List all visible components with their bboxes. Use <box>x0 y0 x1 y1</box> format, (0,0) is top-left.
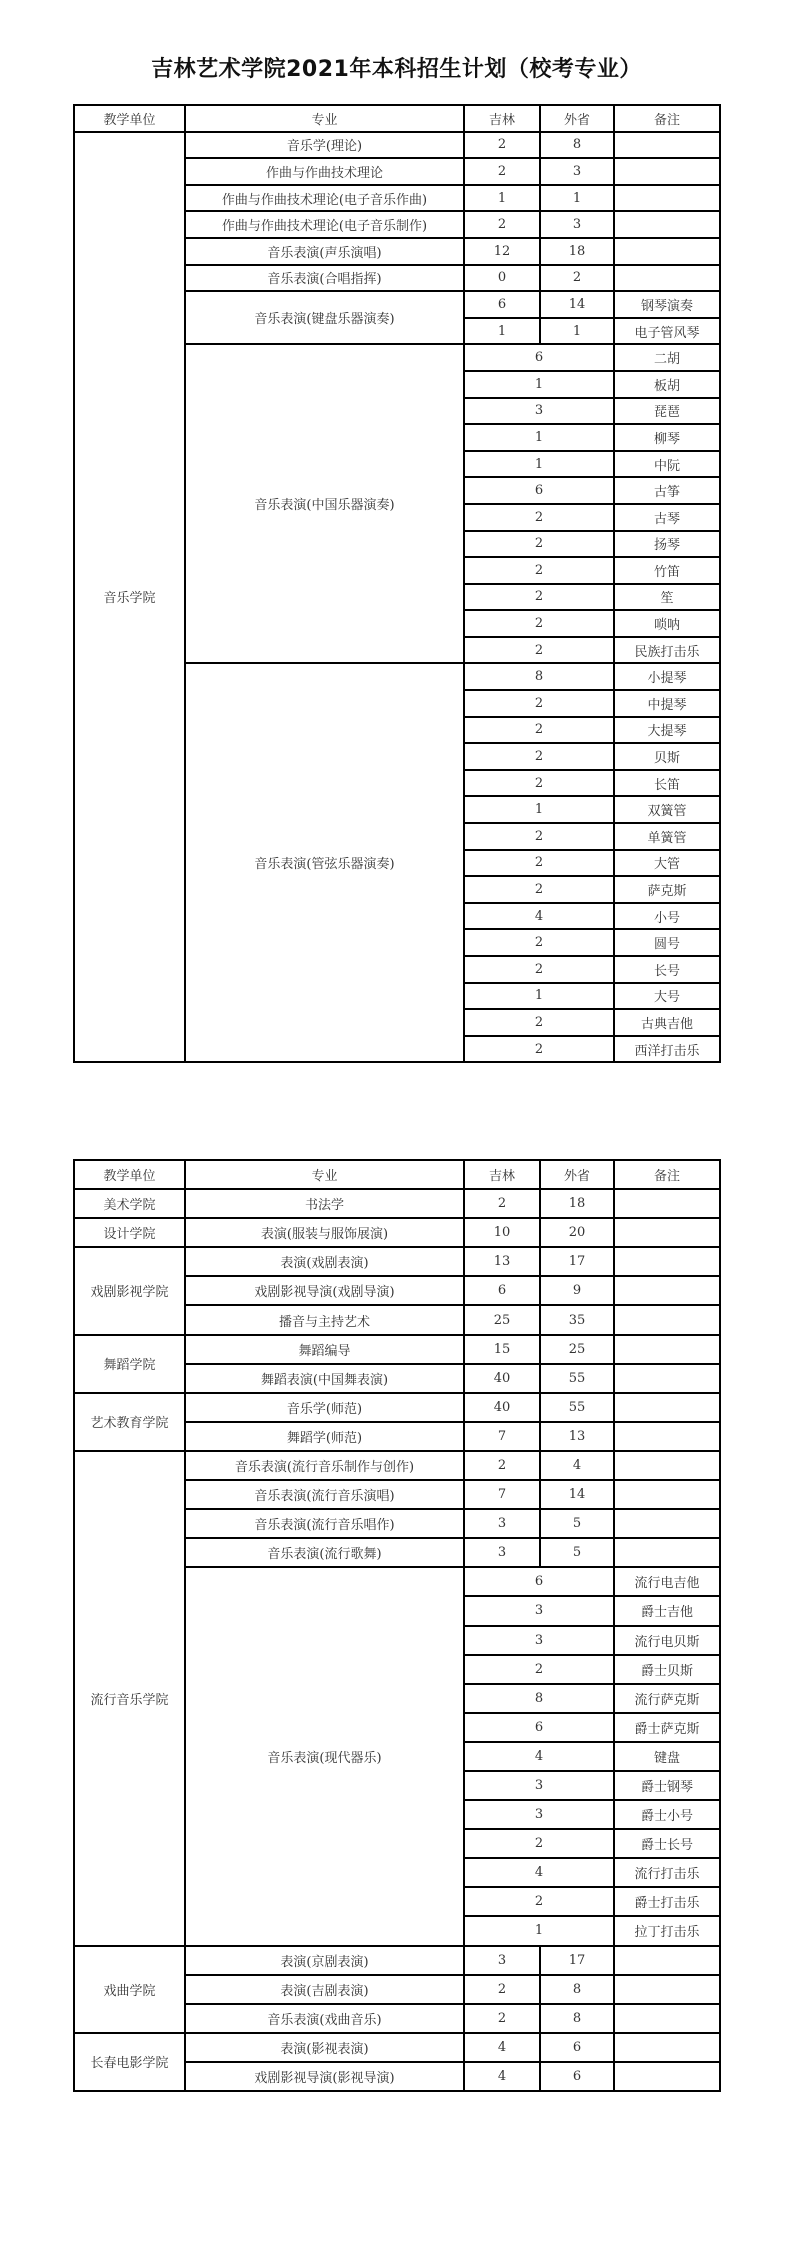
major-cell: 舞蹈学(师范) <box>185 1422 464 1451</box>
note-cell: 琵琶 <box>614 398 720 425</box>
header-other-province: 外省 <box>540 105 614 132</box>
table-row <box>74 1393 720 1422</box>
unit-cell: 长春电影学院 <box>74 2033 185 2091</box>
note-cell: 竹笛 <box>614 557 720 584</box>
other-cell: 1 <box>540 185 614 212</box>
note-cell <box>614 1189 720 1218</box>
major-cell: 表演(吉剧表演) <box>185 1975 464 2004</box>
jilin-cell: 3 <box>464 1946 540 1975</box>
unit-cell: 美术学院 <box>74 1189 185 1218</box>
other-cell: 18 <box>540 238 614 265</box>
table-row <box>74 1946 720 1975</box>
note-cell: 钢琴演奏 <box>614 291 720 318</box>
jilin-cell: 3 <box>464 1538 540 1567</box>
total-cell: 2 <box>464 557 614 584</box>
other-cell: 18 <box>540 1189 614 1218</box>
note-cell: 大管 <box>614 850 720 877</box>
total-cell: 2 <box>464 610 614 637</box>
total-cell: 2 <box>464 876 614 903</box>
table-row <box>74 2033 720 2062</box>
major-cell: 作曲与作曲技术理论 <box>185 158 464 185</box>
major-cell: 表演(服装与服饰展演) <box>185 1218 464 1247</box>
note-cell: 单簧管 <box>614 823 720 850</box>
note-cell <box>614 132 720 159</box>
note-cell: 长笛 <box>614 770 720 797</box>
note-cell <box>614 1335 720 1364</box>
jilin-cell: 3 <box>464 1509 540 1538</box>
note-cell: 贝斯 <box>614 743 720 770</box>
other-cell: 1 <box>540 318 614 345</box>
other-cell: 3 <box>540 158 614 185</box>
note-cell <box>614 1218 720 1247</box>
header-note: 备注 <box>614 105 720 132</box>
unit-cell: 舞蹈学院 <box>74 1335 185 1393</box>
other-cell: 55 <box>540 1393 614 1422</box>
note-cell: 爵士打击乐 <box>614 1887 720 1916</box>
note-cell: 爵士萨克斯 <box>614 1713 720 1742</box>
jilin-cell: 2 <box>464 2004 540 2033</box>
header-major: 专业 <box>185 105 464 132</box>
total-cell: 1 <box>464 451 614 478</box>
header-row <box>74 1160 720 1189</box>
note-cell <box>614 158 720 185</box>
total-cell: 3 <box>464 1800 614 1829</box>
note-cell <box>614 2004 720 2033</box>
major-cell: 音乐表演(流行音乐制作与创作) <box>185 1451 464 1480</box>
total-cell: 1 <box>464 424 614 451</box>
total-cell: 1 <box>464 796 614 823</box>
note-cell: 大号 <box>614 983 720 1010</box>
table-row <box>74 1335 720 1364</box>
total-cell: 6 <box>464 1567 614 1596</box>
major-cell: 音乐学(理论) <box>185 132 464 159</box>
jilin-cell: 4 <box>464 2033 540 2062</box>
other-cell: 25 <box>540 1335 614 1364</box>
table-row <box>74 1218 720 1247</box>
note-cell: 流行电吉他 <box>614 1567 720 1596</box>
note-cell: 电子管风琴 <box>614 318 720 345</box>
total-cell: 2 <box>464 1009 614 1036</box>
jilin-cell: 12 <box>464 238 540 265</box>
jilin-cell: 25 <box>464 1305 540 1334</box>
total-cell: 2 <box>464 690 614 717</box>
major-cell: 书法学 <box>185 1189 464 1218</box>
jilin-cell: 15 <box>464 1335 540 1364</box>
major-cell: 音乐表演(管弦乐器演奏) <box>185 663 464 1062</box>
note-cell: 二胡 <box>614 344 720 371</box>
note-cell <box>614 1509 720 1538</box>
other-cell: 17 <box>540 1946 614 1975</box>
jilin-cell: 7 <box>464 1422 540 1451</box>
note-cell: 古典吉他 <box>614 1009 720 1036</box>
total-cell: 1 <box>464 371 614 398</box>
total-cell: 2 <box>464 504 614 531</box>
other-cell: 17 <box>540 1247 614 1276</box>
jilin-cell: 40 <box>464 1393 540 1422</box>
other-cell: 4 <box>540 1451 614 1480</box>
document-title: 吉林艺术学院2021年本科招生计划（校考专业） <box>151 57 642 82</box>
other-cell: 8 <box>540 2004 614 2033</box>
total-cell: 6 <box>464 344 614 371</box>
note-cell: 流行萨克斯 <box>614 1684 720 1713</box>
header-jilin: 吉林 <box>464 105 540 132</box>
jilin-cell: 2 <box>464 211 540 238</box>
table-row <box>74 132 720 159</box>
header-jilin: 吉林 <box>464 1160 540 1189</box>
note-cell: 键盘 <box>614 1742 720 1771</box>
unit-cell: 戏曲学院 <box>74 1946 185 2033</box>
total-cell: 2 <box>464 929 614 956</box>
note-cell: 中提琴 <box>614 690 720 717</box>
note-cell: 小提琴 <box>614 663 720 690</box>
total-cell: 2 <box>464 770 614 797</box>
other-cell: 6 <box>540 2033 614 2062</box>
header-unit: 教学单位 <box>74 105 185 132</box>
major-cell: 音乐表演(合唱指挥) <box>185 265 464 292</box>
jilin-cell: 7 <box>464 1480 540 1509</box>
jilin-cell: 2 <box>464 1189 540 1218</box>
note-cell <box>614 265 720 292</box>
total-cell: 8 <box>464 663 614 690</box>
other-cell: 13 <box>540 1422 614 1451</box>
total-cell: 2 <box>464 717 614 744</box>
note-cell: 流行打击乐 <box>614 1858 720 1887</box>
total-cell: 3 <box>464 398 614 425</box>
jilin-cell: 2 <box>464 132 540 159</box>
other-cell: 35 <box>540 1305 614 1334</box>
major-cell: 舞蹈表演(中国舞表演) <box>185 1364 464 1393</box>
unit-cell: 设计学院 <box>74 1218 185 1247</box>
note-cell: 拉丁打击乐 <box>614 1916 720 1945</box>
major-cell: 音乐表演(流行音乐演唱) <box>185 1480 464 1509</box>
other-cell: 5 <box>540 1538 614 1567</box>
total-cell: 3 <box>464 1771 614 1800</box>
other-cell: 55 <box>540 1364 614 1393</box>
other-cell: 20 <box>540 1218 614 1247</box>
total-cell: 4 <box>464 903 614 930</box>
note-cell: 爵士小号 <box>614 1800 720 1829</box>
other-cell: 14 <box>540 291 614 318</box>
major-cell: 作曲与作曲技术理论(电子音乐作曲) <box>185 185 464 212</box>
note-cell <box>614 2062 720 2091</box>
note-cell: 西洋打击乐 <box>614 1036 720 1063</box>
note-cell <box>614 1247 720 1276</box>
note-cell: 柳琴 <box>614 424 720 451</box>
other-cell: 6 <box>540 2062 614 2091</box>
note-cell: 板胡 <box>614 371 720 398</box>
other-cell: 14 <box>540 1480 614 1509</box>
note-cell: 萨克斯 <box>614 876 720 903</box>
note-cell <box>614 1276 720 1305</box>
note-cell: 双簧管 <box>614 796 720 823</box>
note-cell: 古筝 <box>614 477 720 504</box>
note-cell: 爵士贝斯 <box>614 1655 720 1684</box>
note-cell <box>614 1305 720 1334</box>
total-cell: 6 <box>464 477 614 504</box>
note-cell <box>614 185 720 212</box>
other-cell: 5 <box>540 1509 614 1538</box>
note-cell: 中阮 <box>614 451 720 478</box>
total-cell: 3 <box>464 1596 614 1625</box>
enrollment-table-other-colleges <box>73 1159 721 2092</box>
major-cell: 音乐表演(中国乐器演奏) <box>185 344 464 663</box>
major-cell: 音乐学(师范) <box>185 1393 464 1422</box>
other-cell: 8 <box>540 132 614 159</box>
total-cell: 2 <box>464 1655 614 1684</box>
table-row <box>74 1189 720 1218</box>
total-cell: 2 <box>464 743 614 770</box>
note-cell <box>614 1393 720 1422</box>
note-cell <box>614 1975 720 2004</box>
total-cell: 2 <box>464 531 614 558</box>
note-cell <box>614 1946 720 1975</box>
note-cell: 小号 <box>614 903 720 930</box>
jilin-cell: 2 <box>464 1975 540 2004</box>
note-cell: 大提琴 <box>614 717 720 744</box>
major-cell: 戏剧影视导演(戏剧导演) <box>185 1276 464 1305</box>
total-cell: 3 <box>464 1626 614 1655</box>
other-cell: 8 <box>540 1975 614 2004</box>
total-cell: 6 <box>464 1713 614 1742</box>
total-cell: 4 <box>464 1742 614 1771</box>
total-cell: 2 <box>464 850 614 877</box>
major-cell: 表演(影视表演) <box>185 2033 464 2062</box>
jilin-cell: 6 <box>464 291 540 318</box>
jilin-cell: 40 <box>464 1364 540 1393</box>
total-cell: 1 <box>464 1916 614 1945</box>
note-cell: 爵士长号 <box>614 1829 720 1858</box>
enrollment-table-music <box>73 104 721 1063</box>
major-cell: 音乐表演(声乐演唱) <box>185 238 464 265</box>
note-cell <box>614 1451 720 1480</box>
note-cell: 流行电贝斯 <box>614 1626 720 1655</box>
unit-cell: 流行音乐学院 <box>74 1451 185 1946</box>
major-cell: 音乐表演(键盘乐器演奏) <box>185 291 464 344</box>
header-note: 备注 <box>614 1160 720 1189</box>
unit-cell: 音乐学院 <box>74 132 185 1063</box>
table-row <box>74 1451 720 1480</box>
major-cell: 表演(戏剧表演) <box>185 1247 464 1276</box>
total-cell: 8 <box>464 1684 614 1713</box>
jilin-cell: 6 <box>464 1276 540 1305</box>
total-cell: 2 <box>464 1829 614 1858</box>
jilin-cell: 4 <box>464 2062 540 2091</box>
total-cell: 4 <box>464 1858 614 1887</box>
major-cell: 音乐表演(戏曲音乐) <box>185 2004 464 2033</box>
major-cell: 戏剧影视导演(影视导演) <box>185 2062 464 2091</box>
note-cell: 唢呐 <box>614 610 720 637</box>
other-cell: 9 <box>540 1276 614 1305</box>
jilin-cell: 2 <box>464 158 540 185</box>
unit-cell: 戏剧影视学院 <box>74 1247 185 1334</box>
jilin-cell: 1 <box>464 185 540 212</box>
total-cell: 2 <box>464 1036 614 1063</box>
note-cell: 扬琴 <box>614 531 720 558</box>
major-cell: 音乐表演(现代器乐) <box>185 1567 464 1945</box>
major-cell: 音乐表演(流行音乐唱作) <box>185 1509 464 1538</box>
total-cell: 2 <box>464 956 614 983</box>
note-cell <box>614 1538 720 1567</box>
note-cell <box>614 1422 720 1451</box>
table-row <box>74 1247 720 1276</box>
note-cell <box>614 2033 720 2062</box>
jilin-cell: 0 <box>464 265 540 292</box>
note-cell: 爵士吉他 <box>614 1596 720 1625</box>
total-cell: 2 <box>464 637 614 664</box>
header-other-province: 外省 <box>540 1160 614 1189</box>
major-cell: 舞蹈编导 <box>185 1335 464 1364</box>
jilin-cell: 10 <box>464 1218 540 1247</box>
note-cell <box>614 1480 720 1509</box>
unit-cell: 艺术教育学院 <box>74 1393 185 1451</box>
total-cell: 2 <box>464 823 614 850</box>
note-cell <box>614 211 720 238</box>
note-cell: 长号 <box>614 956 720 983</box>
total-cell: 1 <box>464 983 614 1010</box>
note-cell <box>614 238 720 265</box>
note-cell: 民族打击乐 <box>614 637 720 664</box>
total-cell: 2 <box>464 1887 614 1916</box>
other-cell: 2 <box>540 265 614 292</box>
note-cell: 古琴 <box>614 504 720 531</box>
total-cell: 2 <box>464 584 614 611</box>
major-cell: 音乐表演(流行歌舞) <box>185 1538 464 1567</box>
header-unit: 教学单位 <box>74 1160 185 1189</box>
major-cell: 表演(京剧表演) <box>185 1946 464 1975</box>
jilin-cell: 13 <box>464 1247 540 1276</box>
header-row <box>74 105 720 132</box>
major-cell: 播音与主持艺术 <box>185 1305 464 1334</box>
note-cell: 圆号 <box>614 929 720 956</box>
jilin-cell: 2 <box>464 1451 540 1480</box>
other-cell: 3 <box>540 211 614 238</box>
major-cell: 作曲与作曲技术理论(电子音乐制作) <box>185 211 464 238</box>
jilin-cell: 1 <box>464 318 540 345</box>
note-cell: 爵士钢琴 <box>614 1771 720 1800</box>
note-cell: 笙 <box>614 584 720 611</box>
note-cell <box>614 1364 720 1393</box>
header-major: 专业 <box>185 1160 464 1189</box>
